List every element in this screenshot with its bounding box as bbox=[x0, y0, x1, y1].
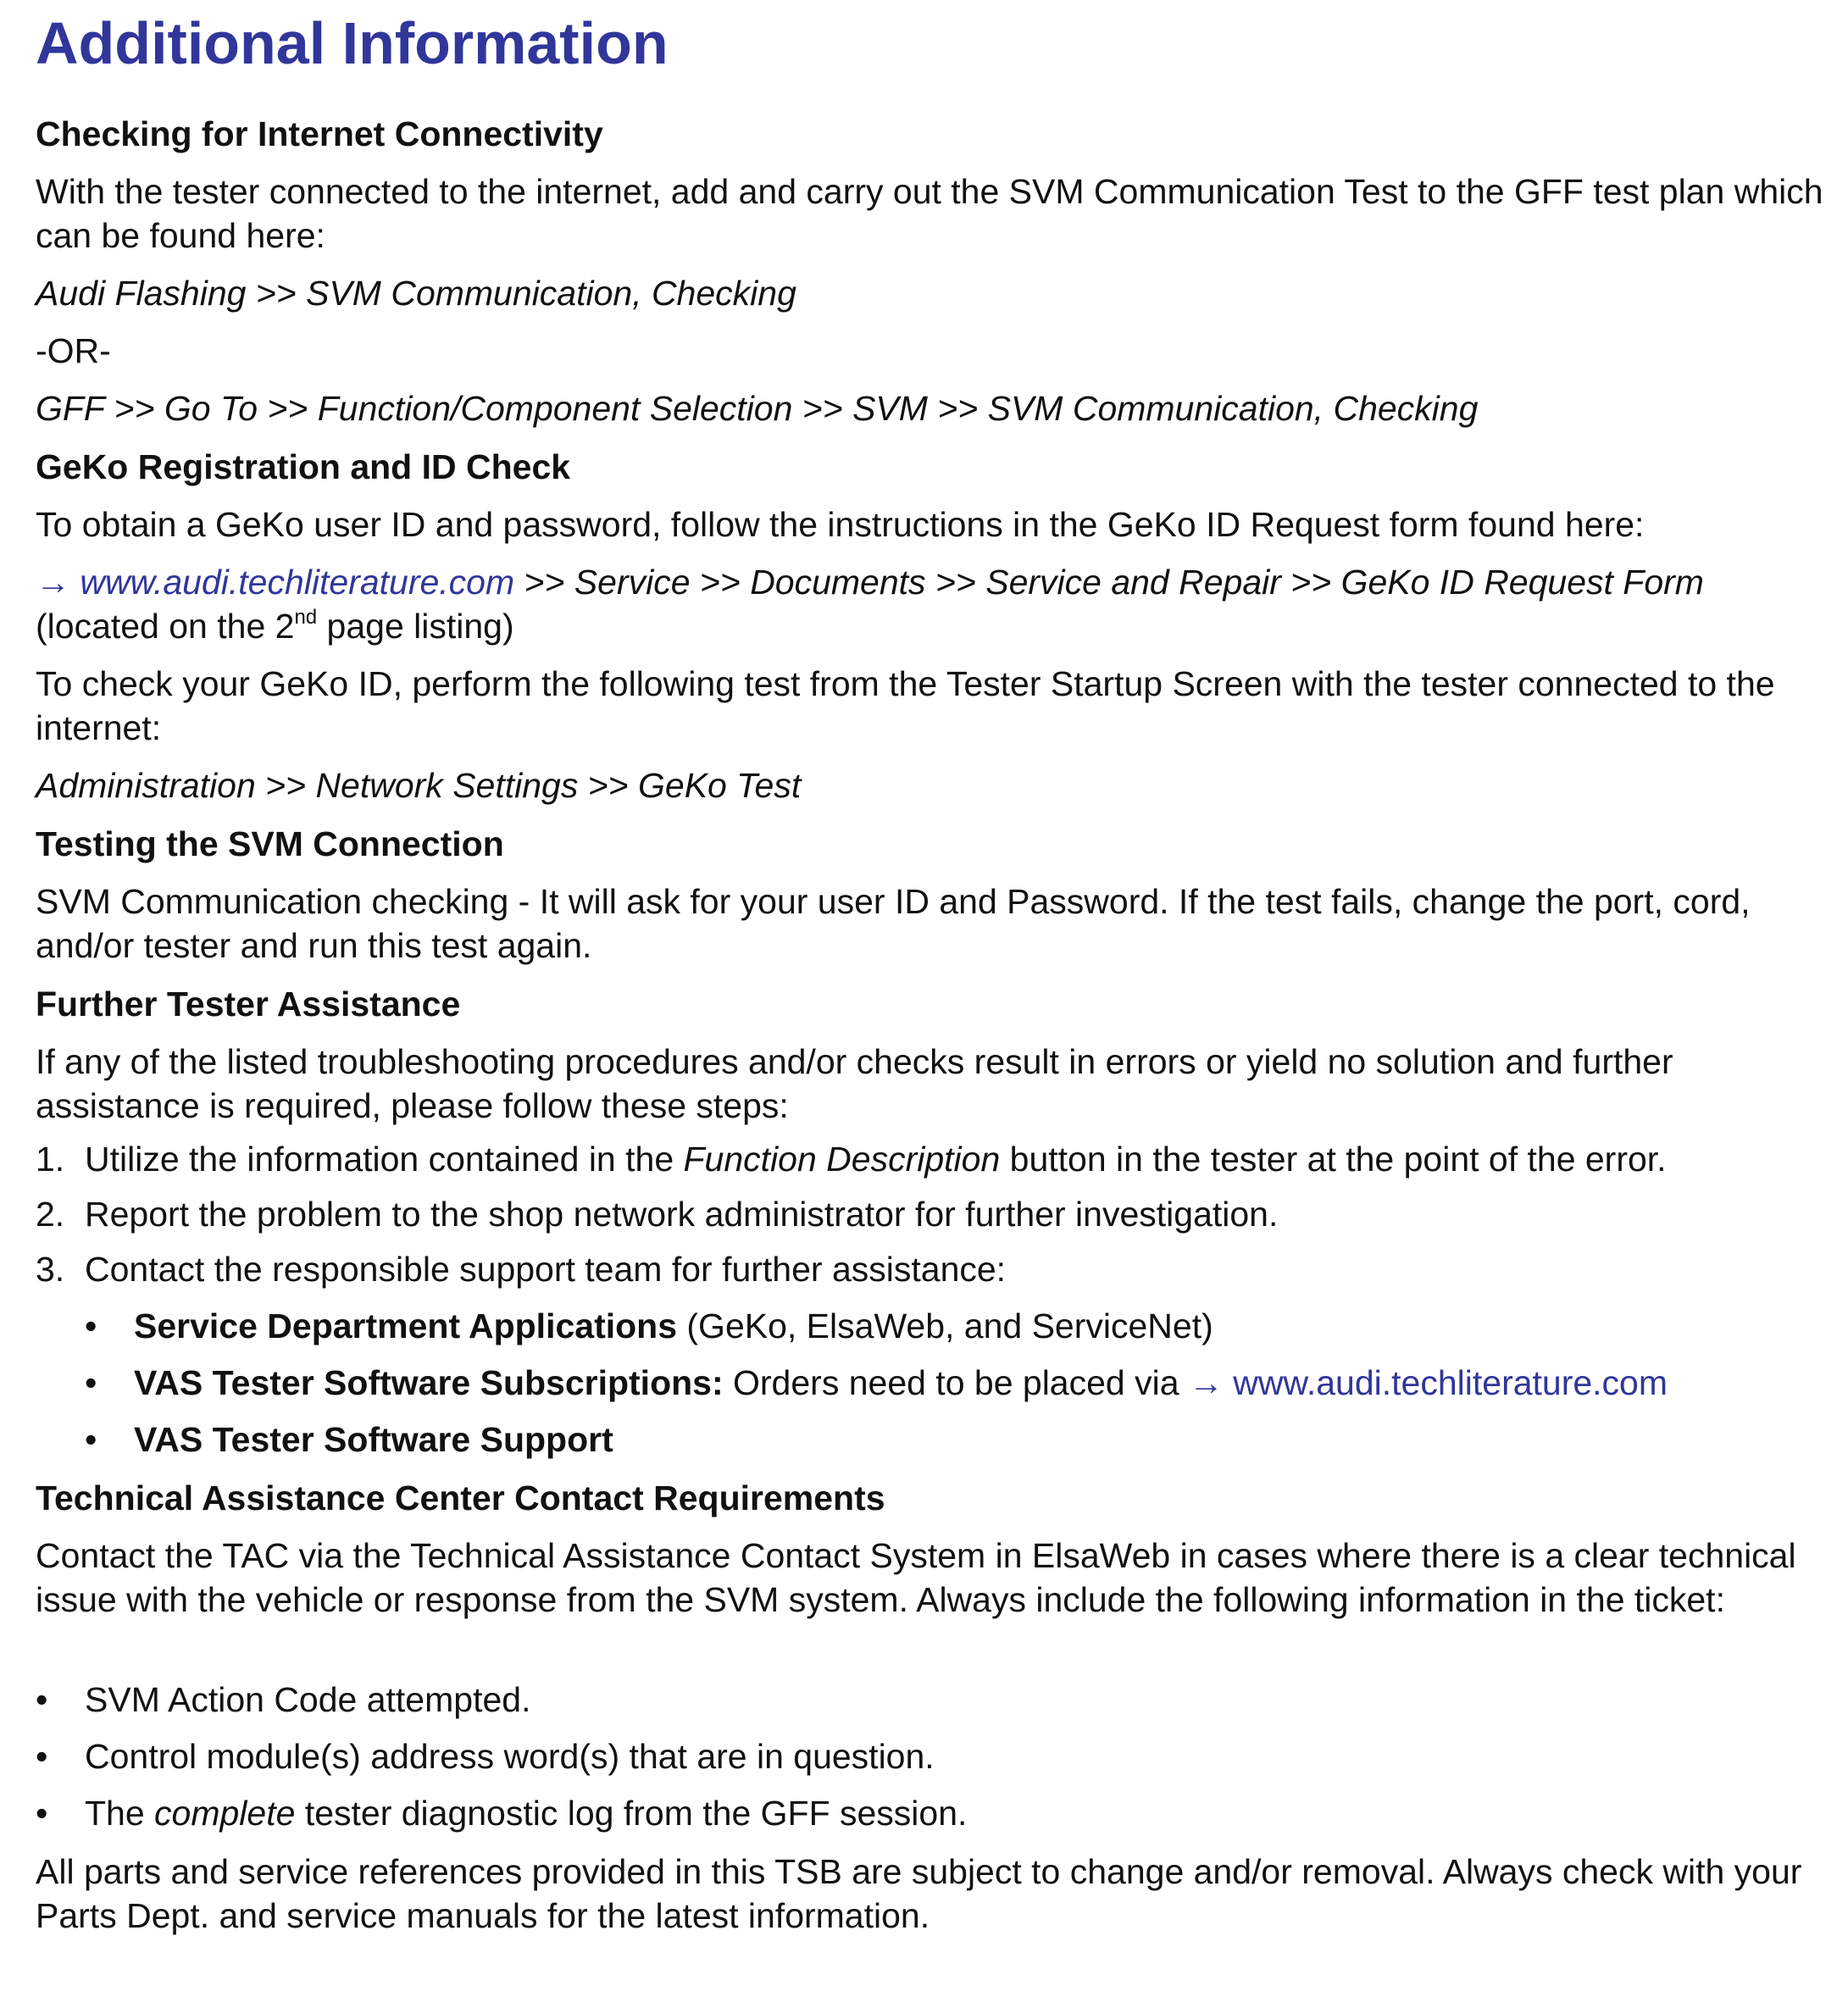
internet-path-2: GFF >> Go To >> Function/Component Selection >> SVM >> SVM Communication, Checking bbox=[36, 389, 1479, 428]
bullet-icon: • bbox=[85, 1363, 97, 1402]
tac-intro: Contact the TAC via the Technical Assistance Contact System in ElsaWeb in cases where there is a clear technical issue with the vehicle or response from the SVM system. Always include the following information in the ticket: bbox=[36, 1536, 1796, 1619]
sub-bullet-bold: Service Department Applications bbox=[134, 1306, 678, 1345]
step-number: 3. bbox=[36, 1250, 65, 1289]
step-text: Contact the responsible support team for further assistance: bbox=[85, 1250, 1007, 1289]
tac-bullet-emphasis: complete bbox=[154, 1794, 296, 1833]
techliterature-link[interactable]: → www.audi.techliterature.com bbox=[1188, 1363, 1668, 1402]
bullet-icon: • bbox=[36, 1737, 48, 1776]
sub-bullet-item bbox=[134, 1304, 1213, 1348]
step-number: 1. bbox=[36, 1140, 65, 1179]
link-arrow-icon: → bbox=[36, 563, 70, 602]
further-intro: If any of the listed troubleshooting procedures and/or checks result in errors or yield no solution and further assistance is required, please follow these steps: bbox=[36, 1042, 1673, 1125]
step-text bbox=[85, 1137, 1667, 1181]
geko-check-text: To check your GeKo ID, perform the following test from the Tester Startup Screen with the tester connected to the internet: bbox=[36, 664, 1775, 747]
internet-intro: With the tester connected to the internet, add and carry out the SVM Communication Test to the GFF test plan which can be found here: bbox=[36, 172, 1823, 255]
tac-bullet-item: SVM Action Code attempted. bbox=[85, 1680, 531, 1719]
sub-bullet-item bbox=[134, 1417, 613, 1462]
heading-further-assistance: Further Tester Assistance bbox=[36, 985, 461, 1023]
located-prefix: (located on the 2 bbox=[36, 607, 295, 646]
located-sup: nd bbox=[294, 606, 318, 630]
bullet-icon: • bbox=[36, 1680, 48, 1719]
sub-bullet-item bbox=[134, 1361, 1668, 1405]
step-1-pre: Utilize the information contained in the bbox=[85, 1140, 684, 1179]
sub-bullet-text: (GeKo, ElsaWeb, and ServiceNet) bbox=[677, 1306, 1213, 1345]
geko-intro: To obtain a GeKo user ID and password, follow the instructions in the GeKo ID Request form found here: bbox=[36, 505, 1645, 544]
geko-link-line bbox=[36, 560, 1823, 604]
sub-bullet-bold: VAS Tester Software Support bbox=[134, 1420, 613, 1459]
step-number: 2. bbox=[36, 1195, 65, 1234]
heading-tac: Technical Assistance Center Contact Requirements bbox=[36, 1478, 885, 1517]
tac-bullet-post: tester diagnostic log from the GFF session. bbox=[295, 1794, 968, 1833]
geko-link-path: >> Service >> Documents >> Service and Repair >> GeKo ID Request Form bbox=[514, 563, 1704, 602]
svm-text: SVM Communication checking - It will ask for your user ID and Password. If the test fails, change the port, cord, and/or tester and run this test again. bbox=[36, 882, 1751, 965]
geko-located bbox=[36, 604, 1823, 648]
bullet-icon: • bbox=[85, 1420, 97, 1459]
step-1-emphasis: Function Description bbox=[683, 1140, 1001, 1179]
techliterature-link[interactable]: www.audi.techliterature.com bbox=[80, 563, 515, 602]
geko-check-path: Administration >> Network Settings >> GeKo Test bbox=[36, 766, 802, 805]
step-1-post: button in the tester at the point of the error. bbox=[1000, 1140, 1667, 1179]
tac-bullet-item bbox=[85, 1791, 967, 1835]
internet-path-1: Audi Flashing >> SVM Communication, Checking bbox=[36, 274, 796, 313]
heading-testing-svm: Testing the SVM Connection bbox=[36, 824, 504, 863]
page-title: Additional Information bbox=[36, 10, 669, 76]
step-text: Report the problem to the shop network administrator for further investigation. bbox=[85, 1195, 1279, 1234]
bullet-icon: • bbox=[85, 1306, 97, 1345]
internet-or: -OR- bbox=[36, 331, 111, 370]
located-suffix: page listing) bbox=[317, 607, 514, 646]
tac-bullet-pre: The bbox=[85, 1794, 155, 1833]
bullet-icon: • bbox=[36, 1794, 48, 1833]
heading-internet-connectivity: Checking for Internet Connectivity bbox=[36, 114, 603, 153]
sub-bullet-text: Orders need to be placed via bbox=[723, 1363, 1189, 1402]
heading-geko: GeKo Registration and ID Check bbox=[36, 447, 571, 486]
closing-note: All parts and service references provided in this TSB are subject to change and/or removal. Always check with your Parts Dept. and service manuals for the latest information. bbox=[36, 1852, 1802, 1935]
sub-bullet-bold: VAS Tester Software Subscriptions: bbox=[134, 1363, 724, 1402]
tac-bullet-item: Control module(s) address word(s) that are in question. bbox=[85, 1737, 935, 1776]
